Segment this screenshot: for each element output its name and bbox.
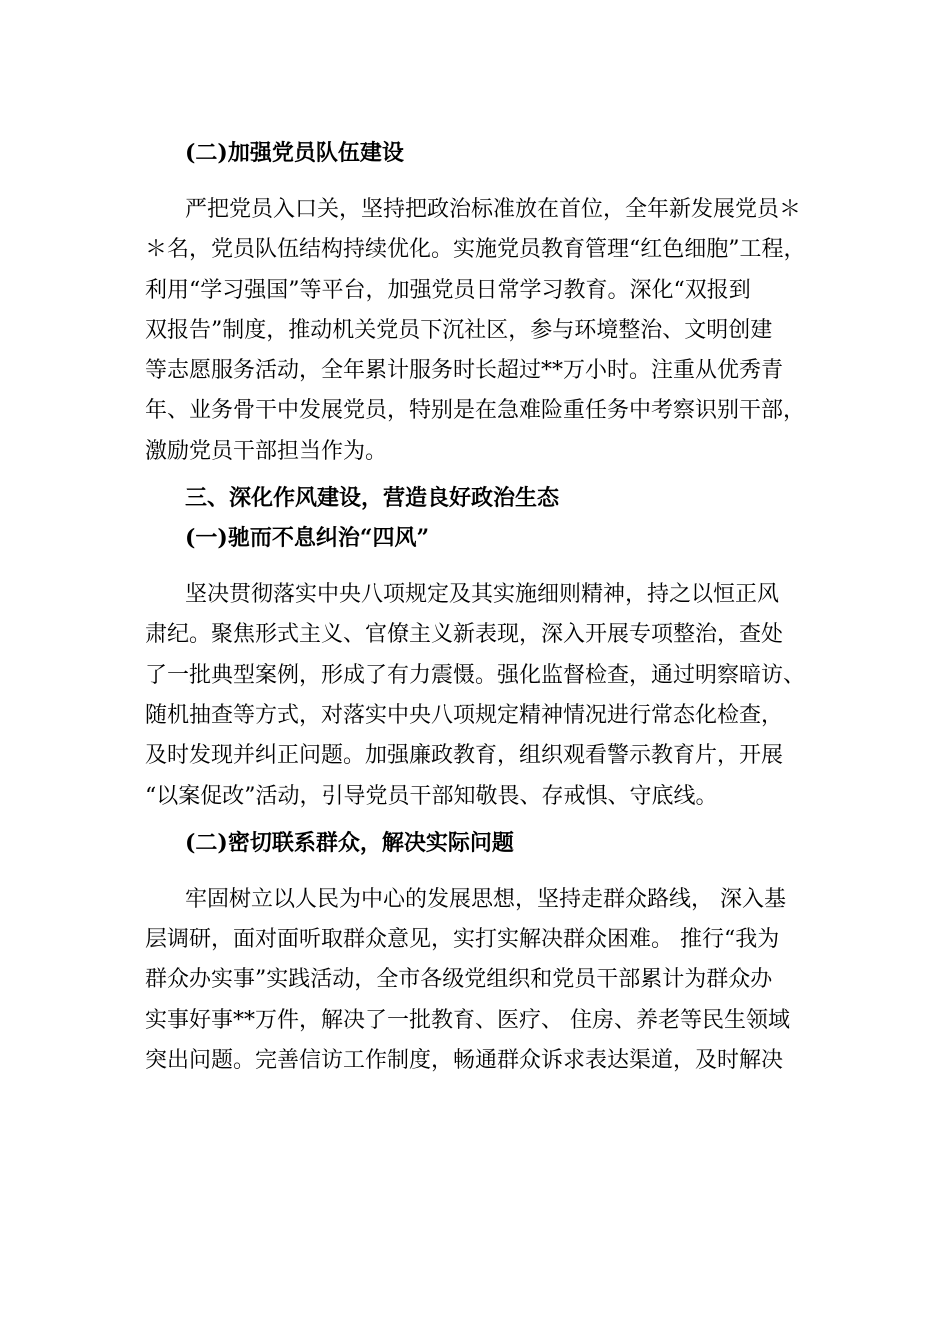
text-line: 肃纪。聚焦形式主义、官僚主义新表现，深入开展专项整治，查处 — [145, 622, 784, 648]
text-line: ＊名，党员队伍结构持续优化。实施党员教育管理“红色细胞”工程， — [145, 237, 806, 263]
paragraph-close-to-masses — [145, 880, 825, 1081]
text-line: 严把党员入口关，坚持把政治标准放在首位，全年新发展党员＊ — [185, 197, 802, 222]
section-heading-four-winds: (一)驰而不息纠治“四风” — [185, 525, 430, 552]
text-line: 及时发现并纠正问题。加强廉政教育，组织观看警示教育片，开展 — [145, 743, 784, 769]
text-line: 利用“学习强国”等平台，加强党员日常学习教育。深化“双报到 — [145, 277, 751, 303]
text-line: 等志愿服务活动，全年累计服务时长超过**万小时。注重从优秀青 — [145, 358, 784, 384]
text-line: 实事好事**万件，解决了一批教育、医疗、 住房、养老等民生领域 — [145, 1007, 790, 1033]
text-line: 群众办实事”实践活动，全市各级党组织和党员干部累计为群众办 — [145, 967, 773, 993]
text-line: 坚决贯彻落实中央八项规定及其实施细则精神，持之以恒正风 — [185, 582, 780, 608]
text-line: 了一批典型案例，形成了有力震慑。强化监督检查，通过明察暗访、 — [145, 662, 806, 688]
text-line: 激励党员干部担当作为。 — [145, 438, 388, 464]
text-line: 层调研，面对面听取群众意见，实打实解决群众困难。 推行“我为 — [145, 927, 780, 953]
section-heading-close-to-masses: (二)密切联系群众，解决实际问题 — [185, 829, 514, 856]
text-line: 年、业务骨干中发展党员，特别是在急难险重任务中考察识别干部， — [145, 398, 806, 424]
text-line: 牢固树立以人民为中心的发展思想，坚持走群众路线， 深入基 — [185, 886, 786, 912]
text-line: 突出问题。完善信访工作制度，畅通群众诉求表达渠道，及时解决 — [145, 1048, 784, 1074]
text-line: “以案促改”活动，引导党员干部知敬畏、存戒惧、守底线。 — [145, 783, 718, 809]
section-heading-work-style: 三、深化作风建设，营造良好政治生态 — [185, 485, 560, 512]
text-line: 随机抽查等方式，对落实中央八项规定精神情况进行常态化检查， — [145, 702, 784, 728]
paragraph-four-winds — [145, 575, 825, 817]
section-heading-party-member-team: (二)加强党员队伍建设 — [185, 140, 404, 166]
text-line: 双报告”制度，推动机关党员下沉社区，参与环境整治、文明创建 — [145, 317, 773, 343]
document-body — [145, 132, 825, 1094]
paragraph-party-member-team — [145, 190, 825, 472]
